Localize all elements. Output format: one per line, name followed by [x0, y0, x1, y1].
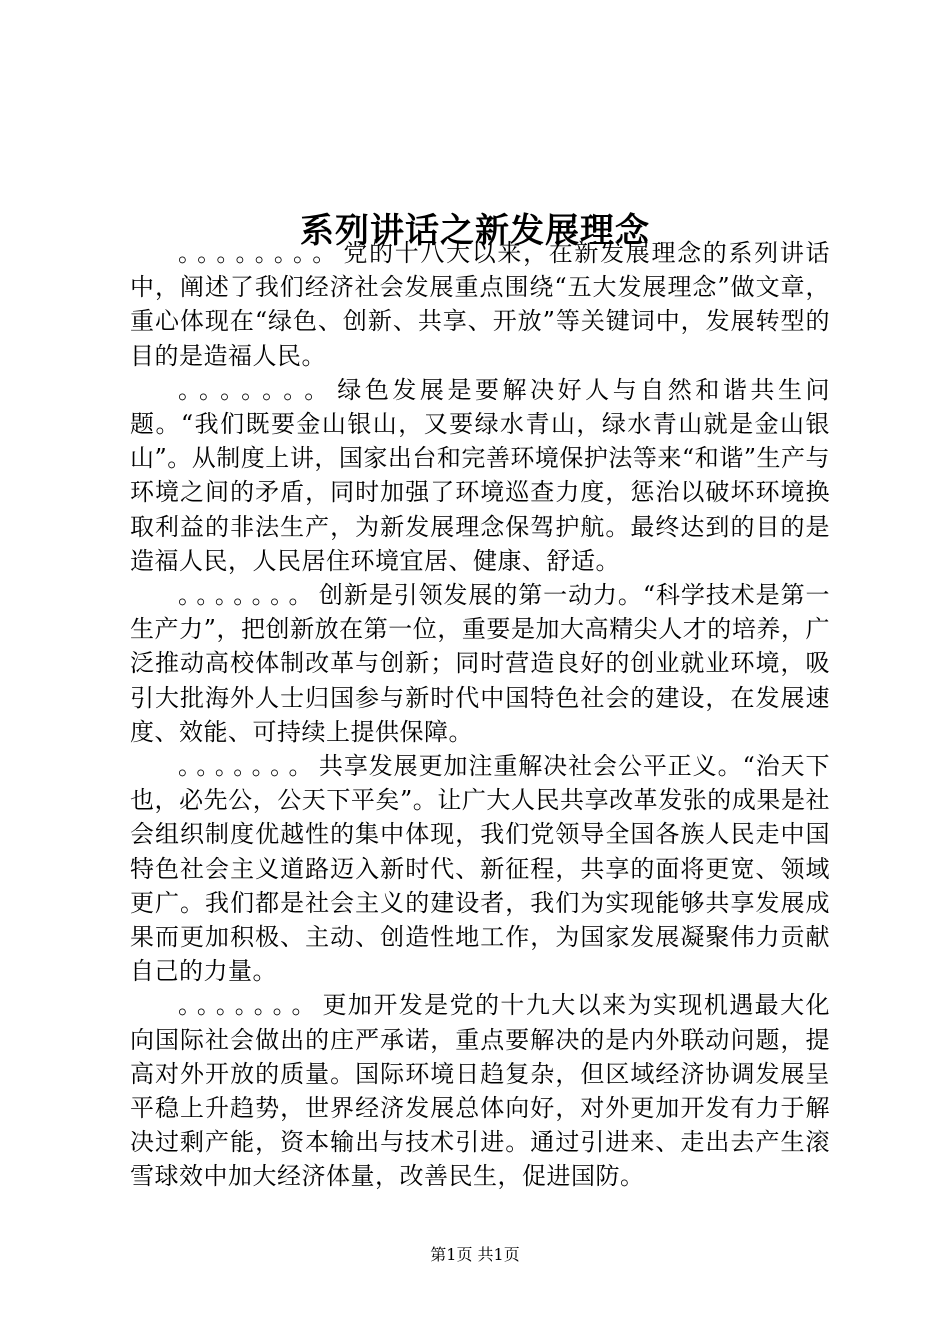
- paragraph-lead-marks: 。。。。。。。: [178, 752, 319, 781]
- paragraph-shared-development: [130, 749, 830, 988]
- paragraph-overview: [130, 236, 830, 373]
- document-title: 系列讲话之新发展理念: [300, 210, 650, 251]
- paragraph-innovation: [130, 578, 830, 749]
- paragraph-text: 党的十八大以来，在新发展理念的系列讲话中，阐述了我们经济社会发展重点围绕“五大发展理念”做文章，重心体现在“绿色、创新、共享、开放”等关键词中，发展转型的目的是造福人民。: [130, 239, 831, 370]
- paragraph-text: 创新是引领发展的第一动力。“科学技术是第一生产力”，把创新放在第一位，重要是加大高精尖人才的培养，广泛推动高校体制改革与创新；同时营造良好的创业就业环境，吸引大批海外人士归国参与新时代中国特色社会的建设，在发展速度、效能、可持续上提供保障。: [130, 581, 831, 746]
- paragraph-text: 共享发展更加注重解决社会公平正义。“治天下也，必先公，公天下平矣”。让广大人民共享改革发张的成果是社会组织制度优越性的集中体现，我们党领导全国各族人民走中国特色社会主义道路迈入新时代、新征程，共享的面将更宽、领域更广。我们都是社会主义的建设者，我们为实现能够共享发展成果而更加积极、主动、创造性地工作，为国家发展凝聚伟力贡献自己的力量。: [130, 752, 831, 986]
- paragraph-lead-marks: 。。。。。。。: [178, 375, 338, 404]
- paragraph-text: 更加开发是党的十九大以来为实现机遇最大化向国际社会做出的庄严承诺，重点要解决的是内外联动问题，提高对外开放的质量。国际环境日趋复杂，但区域经济协调发展呈平稳上升趋势，世界经济发展总体向好，对外更加开发有力于解决过剩产能，资本输出与技术引进。通过引进来、走出去产生滚雪球效中加大经济体量，改善民生，促进国防。: [130, 991, 831, 1191]
- paragraph-lead-marks: 。。。。。。。: [178, 991, 323, 1020]
- page-footer: 第1页 共1页: [430, 1245, 520, 1264]
- paragraph-text: 绿色发展是要解决好人与自然和谐共生问题。“我们既要金山银山，又要绿水青山，绿水青山就是金山银山”。从制度上讲，国家出台和完善环境保护法等来“和谐”生产与环境之间的矛盾，同时加强了环境巡查力度，惩治以破坏环境换取利益的非法生产，为新发展理念保驾护航。最终达到的目的是造福人民，人民居住环境宜居、健康、舒适。: [130, 375, 831, 575]
- paragraph-lead-marks: 。。。。。。。: [178, 581, 319, 610]
- paragraph-green-development: [130, 373, 830, 578]
- document-body: [130, 236, 830, 1194]
- paragraph-lead-marks: 。。。。。。。。: [178, 239, 344, 267]
- paragraph-openness: [130, 988, 830, 1193]
